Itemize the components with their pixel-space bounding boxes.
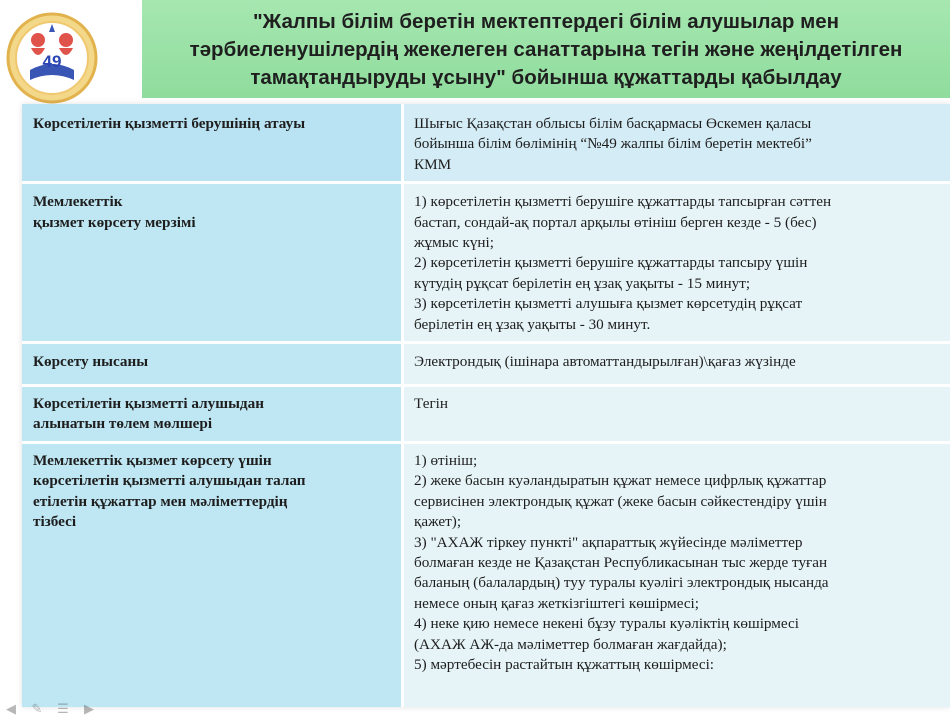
row-label: Мемлекеттік қызмет көрсету үшін көрсетілетін қызметті алушыдан талап етілетін құжаттар мен мәліметтердің тізбесі xyxy=(22,442,403,707)
logo-number: 49 xyxy=(42,52,62,71)
menu-icon[interactable]: ☰ xyxy=(57,701,69,717)
row-label: Мемлекеттік қызмет көрсету мерзімі xyxy=(22,183,403,343)
next-icon[interactable]: ▶ xyxy=(84,701,94,717)
school-emblem-icon xyxy=(0,0,118,112)
table-row xyxy=(22,343,950,386)
row-label: Көрсетілетін қызметті берушінің атауы xyxy=(22,104,403,183)
row-label: Көрсету нысаны xyxy=(22,343,403,386)
row-value: Шығыс Қазақстан облысы білім басқармасы Өскемен қаласы бойынша білім бөлімінің “№49 жалпы білім беретін мектебі” КММ xyxy=(403,104,950,183)
page-title xyxy=(142,0,950,98)
title-line: "Жалпы білім беретін мектептердегі білім алушылар мен xyxy=(252,10,840,33)
table-row xyxy=(22,183,950,343)
row-label: Көрсетілетін қызметті алушыдан алынатын төлем мөлшері xyxy=(22,386,403,443)
service-info-table xyxy=(22,104,950,707)
table-row xyxy=(22,442,950,707)
row-value: 1) көрсетілетін қызметті берушіге құжаттарды тапсырған сәттен бастап, сондай-ақ портал арқылы өтініш берген кезде - 5 (бес) жұмыс күні; 2) көрсетілетін қызметті берушіге құжаттарды тапсыру үшін күтудің рұқсат берілетін ең ұзақ уақыты - 15 минут; 3) көрсетілетін қызметті алушыға қызмет көрсетудің рұқсат берілетін ең ұзақ уақыты - 30 минут. xyxy=(403,183,950,343)
row-value: Тегін xyxy=(403,386,950,443)
prev-icon[interactable]: ◀ xyxy=(6,701,16,717)
table-row xyxy=(22,104,950,183)
pen-icon[interactable]: ✎ xyxy=(31,701,43,717)
title-line: тәрбиеленушілердің жекелеген санаттарына тегін және жеңілдетілген xyxy=(189,38,903,61)
title-line: тамақтандыруды ұсыну" бойынша құжаттарды қабылдау xyxy=(250,66,842,89)
row-value: 1) өтініш; 2) жеке басын куәландыратын құжат немесе цифрлық құжаттар сервисінен электрондық құжат (жеке басын сәйкестендіру үшін қажет); 3) "АХАЖ тіркеу пункті" ақпараттық жүйесінде мәліметтер болмаған кезде не Қазақстан Республикасынан тыс жерде туған баланың (балалардың) туу туралы куәлігі электрондық нысанда немесе оның қағаз жеткізгіштегі көшірмесі; 4) неке қию немесе некені бұзу туралы куәліктің көшірмесі (АХАЖ АЖ-да мәліметтер болмаған жағдайда); 5) мәртебесін растайтын құжаттың көшірмесі: xyxy=(403,442,950,707)
table-row xyxy=(22,386,950,443)
slideshow-toolbar xyxy=(2,698,98,720)
row-value: Электрондық (ішінара автоматтандырылған)\қағаз жүзінде xyxy=(403,343,950,386)
school-logo xyxy=(0,0,118,112)
